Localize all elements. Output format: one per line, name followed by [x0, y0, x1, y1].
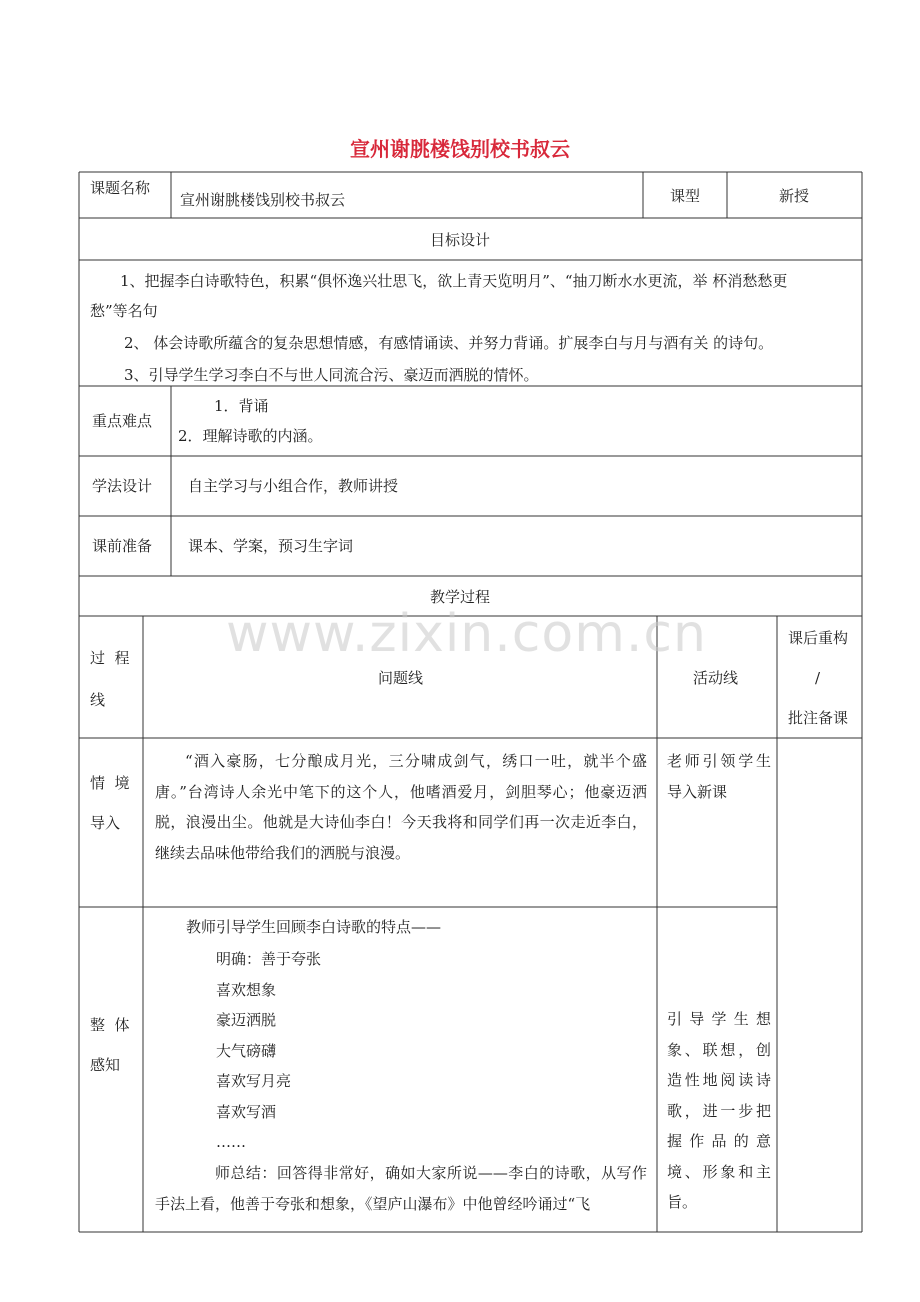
- intro-stage-label-2: 导入: [90, 814, 121, 832]
- goal-3: 3、引导学生学习李白不与世人同流合污、豪迈而洒脱的情怀。: [124, 366, 539, 384]
- prep-label: 课前准备: [92, 537, 153, 555]
- col-notes-label-2: /: [815, 669, 821, 687]
- overall-stage-label-1: 整 体: [90, 1016, 130, 1034]
- col-stage-label-1: 过 程: [90, 649, 130, 667]
- intro-question-text: “酒入豪肠，七分酿成月光，三分啸成剑气，绣口一吐，就半个盛唐。”台湾诗人余光中笔下的这个人，他嗜酒爱月，剑胆琴心；他豪迈洒脱，浪漫出尘。他就是大诗仙李白！今天我将和同学们再一次走近李白，继续去品味他带给我们的洒脱与浪漫。: [155, 752, 647, 862]
- overall-activity-text: 引导学生想象、联想，创造性地阅读诗歌，进一步把握作品的意境、形象和主旨。: [667, 1010, 771, 1211]
- intro-stage-label-1: 情 境: [90, 774, 130, 792]
- goal-1-line-1: 1、把握李白诗歌特色，积累“俱怀逸兴壮思飞，欲上青天览明月”、“抽刀断水水更流，举 杯消愁愁更: [120, 272, 788, 290]
- overall-summary-text: 师总结：回答得非常好，确如大家所说——李白的诗歌，从写作手法上看，他善于夸张和想象，《望庐山瀑布》中他曾经吟诵过“飞: [155, 1164, 647, 1213]
- method-value: 自主学习与小组合作，教师讲授: [188, 477, 399, 495]
- overall-lead-text: 教师引导学生回顾李白诗歌的特点——: [186, 918, 442, 936]
- overall-stage-label-2: 感知: [90, 1056, 121, 1074]
- intro-activity-text: 老师引领学生导入新课: [667, 752, 771, 801]
- col-notes-label-1: 课后重构: [788, 629, 849, 647]
- watermark-text: www.zixin.com.cn: [226, 604, 707, 664]
- feature-list-item: 大气磅礴: [216, 1041, 277, 1060]
- page-title: 宣州谢朓楼饯别校书叔云: [350, 137, 570, 161]
- topic-label: 课题名称: [90, 179, 151, 197]
- feature-list-item: 豪迈洒脱: [216, 1011, 277, 1029]
- keypoint-item-1: 1．背诵: [214, 397, 269, 415]
- topic-value: 宣州谢朓楼饯别校书叔云: [180, 191, 346, 209]
- feature-list-item: ……: [216, 1133, 246, 1151]
- feature-list-item: 喜欢写酒: [216, 1102, 277, 1121]
- prep-value: 课本、学案，预习生字词: [188, 537, 354, 555]
- goal-2: 2、 体会诗歌所蕴含的复杂思想情感，有感情诵读、并努力背诵。扩展李白与月与酒有关 的诗句。: [124, 334, 774, 352]
- feature-list-item: 明确：善于夸张: [216, 950, 322, 968]
- lesson-type-value: 新授: [779, 187, 810, 205]
- col-notes-label-3: 批注备课: [788, 709, 849, 727]
- col-stage-label-2: 线: [90, 691, 106, 709]
- feature-list-item: 喜欢写月亮: [216, 1072, 292, 1090]
- keypoints-label: 重点难点: [92, 412, 153, 430]
- method-label: 学法设计: [92, 477, 153, 495]
- feature-list: [216, 944, 321, 1158]
- feature-list-item: 喜欢想象: [216, 980, 277, 999]
- process-header: 教学过程: [429, 588, 490, 606]
- keypoint-item-2: 2．理解诗歌的内涵。: [178, 427, 323, 445]
- col-activity-label: 活动线: [693, 669, 739, 687]
- goals-header: 目标设计: [429, 231, 490, 249]
- col-question-label: 问题线: [378, 669, 424, 687]
- goal-1-line-2: 愁”等名句: [90, 302, 158, 320]
- lesson-type-label: 课型: [670, 187, 701, 205]
